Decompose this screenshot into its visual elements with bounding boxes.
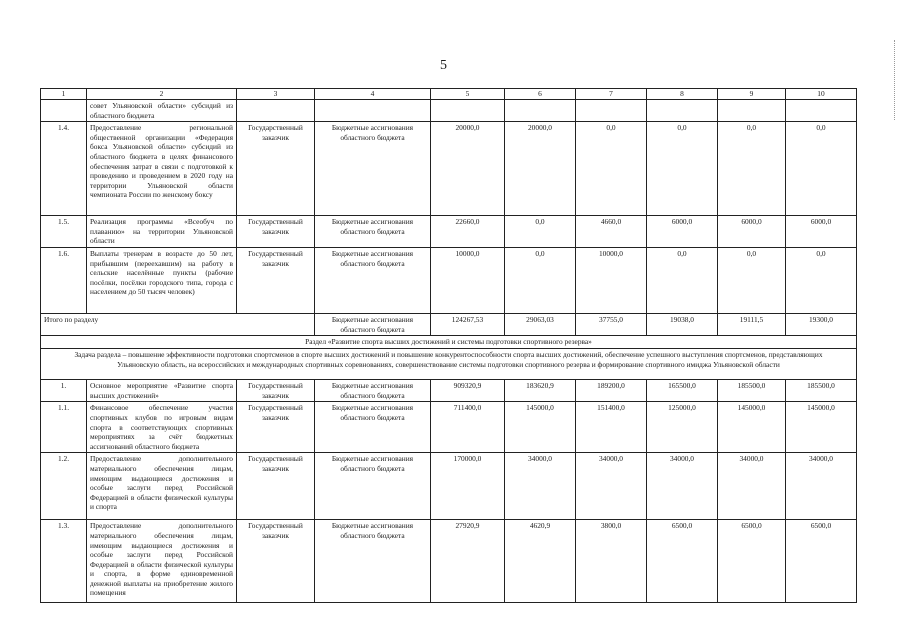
- row-executor: Государственный заказчик: [237, 380, 315, 402]
- column-number: 4: [315, 89, 431, 100]
- row-value-year-5: 34000,0: [786, 453, 857, 520]
- row-value-year-2: 4660,0: [576, 216, 647, 248]
- row-value-year-4: 0,0: [718, 247, 786, 313]
- total-value-year-5: 19300,0: [786, 313, 857, 335]
- row-description: Предоставление региональной общественной организации «Федерация бокса Ульяновской области» субсидий из областного бюджета в целях финансового обеспечения затрат в связи с подготовкой к проведению и проведением в 2020 году на территории Ульяновской области чемпионата России по женскому боксу: [87, 122, 237, 216]
- total-value-year-3: 19038,0: [647, 313, 718, 335]
- row-value-year-5: 6000,0: [786, 216, 857, 248]
- row-value-year-4: 6500,0: [718, 520, 786, 603]
- row-value-total: 27920,9: [431, 520, 505, 603]
- row-value-year-2: 10000,0: [576, 247, 647, 313]
- row-value-year-2: 34000,0: [576, 453, 647, 520]
- table-row: [41, 247, 857, 313]
- total-value-total: 124267,53: [431, 313, 505, 335]
- total-source: Бюджетные ассигнования областного бюджета: [315, 313, 431, 335]
- row-value-year-1: 34000,0: [505, 453, 576, 520]
- row-number: 1.3.: [41, 520, 87, 603]
- row-value-year-4: 6000,0: [718, 216, 786, 248]
- row-executor: Государственный заказчик: [237, 453, 315, 520]
- continuation-text: совет Ульяновской области» субсидий из областного бюджета: [87, 100, 237, 122]
- budget-table: [40, 88, 857, 603]
- row-value-year-3: 6500,0: [647, 520, 718, 603]
- table-row: [41, 380, 857, 402]
- row-source: Бюджетные ассигнования областного бюджета: [315, 247, 431, 313]
- row-value-year-5: 185500,0: [786, 380, 857, 402]
- row-number: 1.6.: [41, 247, 87, 313]
- column-number: 1: [41, 89, 87, 100]
- row-executor: Государственный заказчик: [237, 216, 315, 248]
- row-value-year-1: 183620,9: [505, 380, 576, 402]
- row-value-year-5: 145000,0: [786, 402, 857, 453]
- row-source: Бюджетные ассигнования областного бюджета: [315, 380, 431, 402]
- row-value-year-4: 34000,0: [718, 453, 786, 520]
- row-value-year-5: 6500,0: [786, 520, 857, 603]
- row-number: 1.: [41, 380, 87, 402]
- row-executor: Государственный заказчик: [237, 520, 315, 603]
- row-value-total: 22660,0: [431, 216, 505, 248]
- total-row: [41, 313, 857, 335]
- row-value-year-1: 145000,0: [505, 402, 576, 453]
- section-task-row: [41, 349, 857, 380]
- column-number: 6: [505, 89, 576, 100]
- row-value-year-4: 145000,0: [718, 402, 786, 453]
- row-value-year-5: 0,0: [786, 247, 857, 313]
- row-value-year-4: 185500,0: [718, 380, 786, 402]
- row-value-total: 711400,0: [431, 402, 505, 453]
- column-number: 3: [237, 89, 315, 100]
- row-value-year-5: 0,0: [786, 122, 857, 216]
- row-value-year-3: 0,0: [647, 122, 718, 216]
- row-value-year-2: 189200,0: [576, 380, 647, 402]
- row-number: 1.1.: [41, 402, 87, 453]
- row-executor: Государственный заказчик: [237, 402, 315, 453]
- column-number: 2: [87, 89, 237, 100]
- row-value-total: 20000,0: [431, 122, 505, 216]
- page-number: 5: [440, 58, 447, 73]
- section-title-row: [41, 336, 857, 349]
- table-row: [41, 453, 857, 520]
- row-value-total: 10000,0: [431, 247, 505, 313]
- row-value-year-3: 165500,0: [647, 380, 718, 402]
- row-value-year-1: 4620,9: [505, 520, 576, 603]
- section-title: Раздел «Развитие спорта высших достижений и системы подготовки спортивного резерва»: [41, 336, 857, 349]
- row-value-year-4: 0,0: [718, 122, 786, 216]
- row-value-year-1: 0,0: [505, 247, 576, 313]
- total-label: Итого по разделу: [41, 313, 315, 335]
- row-value-year-2: 0,0: [576, 122, 647, 216]
- row-source: Бюджетные ассигнования областного бюджета: [315, 402, 431, 453]
- row-description: Финансовое обеспечение участия спортивных клубов по игровым видам спорта в соответствующих спортивных мероприятиях за счёт бюджетных ассигнований областного бюджета: [87, 402, 237, 453]
- row-number: 1.2.: [41, 453, 87, 520]
- row-value-year-3: 0,0: [647, 247, 718, 313]
- row-value-year-3: 6000,0: [647, 216, 718, 248]
- column-number: 10: [786, 89, 857, 100]
- row-description: Основное мероприятие «Развитие спорта высших достижений»: [87, 380, 237, 402]
- row-value-year-3: 125000,0: [647, 402, 718, 453]
- continuation-row: [41, 100, 857, 122]
- row-source: Бюджетные ассигнования областного бюджета: [315, 122, 431, 216]
- row-source: Бюджетные ассигнования областного бюджета: [315, 216, 431, 248]
- row-value-total: 909320,9: [431, 380, 505, 402]
- row-value-year-2: 3800,0: [576, 520, 647, 603]
- table-row: [41, 216, 857, 248]
- section-task: Задача раздела – повышение эффективности подготовки спортсменов в спорте высших достижений и повышение конкурентоспособности спорта высших достижений, обеспечение успешного выступления спортсменов, представляющих Ульяновскую область, на всероссийских и международных спортивных соревнованиях, совершенствование системы подготовки спортивного резерва и формирование спортивного имиджа Ульяновской области: [41, 349, 857, 380]
- total-value-year-4: 19111,5: [718, 313, 786, 335]
- column-number: 8: [647, 89, 718, 100]
- row-value-year-3: 34000,0: [647, 453, 718, 520]
- table-row: [41, 520, 857, 603]
- column-number-row: [41, 89, 857, 100]
- row-executor: Государственный заказчик: [237, 247, 315, 313]
- row-value-year-2: 151400,0: [576, 402, 647, 453]
- table-row: [41, 402, 857, 453]
- row-value-total: 170000,0: [431, 453, 505, 520]
- row-source: Бюджетные ассигнования областного бюджета: [315, 453, 431, 520]
- row-description: Предоставление дополнительного материального обеспечения лицам, имеющим выдающиеся достижения и особые заслуги перед Российской Федерацией в области физической культуры и спорта, в форме единовременной денежной выплаты на приобретение жилого помещения: [87, 520, 237, 603]
- row-description: Предоставление дополнительного материального обеспечения лицам, имеющим выдающиеся достижения и особые заслуги перед Российской Федерацией в области физической культуры и спорта: [87, 453, 237, 520]
- table-row: [41, 122, 857, 216]
- column-number: 9: [718, 89, 786, 100]
- row-source: Бюджетные ассигнования областного бюджета: [315, 520, 431, 603]
- margin-marks: [894, 40, 899, 120]
- row-number: 1.4.: [41, 122, 87, 216]
- row-executor: Государственный заказчик: [237, 122, 315, 216]
- total-value-year-2: 37755,0: [576, 313, 647, 335]
- total-value-year-1: 29063,03: [505, 313, 576, 335]
- row-description: Реализация программы «Всеобуч по плаванию» на территории Ульяновской области: [87, 216, 237, 248]
- row-number: 1.5.: [41, 216, 87, 248]
- row-value-year-1: 0,0: [505, 216, 576, 248]
- row-description: Выплаты тренерам в возрасте до 50 лет, прибывшим (переехавшим) на работу в сельские населённые пункты (рабочие посёлки, посёлки городского типа, города с населением до 50 тысяч человек): [87, 247, 237, 313]
- column-number: 5: [431, 89, 505, 100]
- column-number: 7: [576, 89, 647, 100]
- row-value-year-1: 20000,0: [505, 122, 576, 216]
